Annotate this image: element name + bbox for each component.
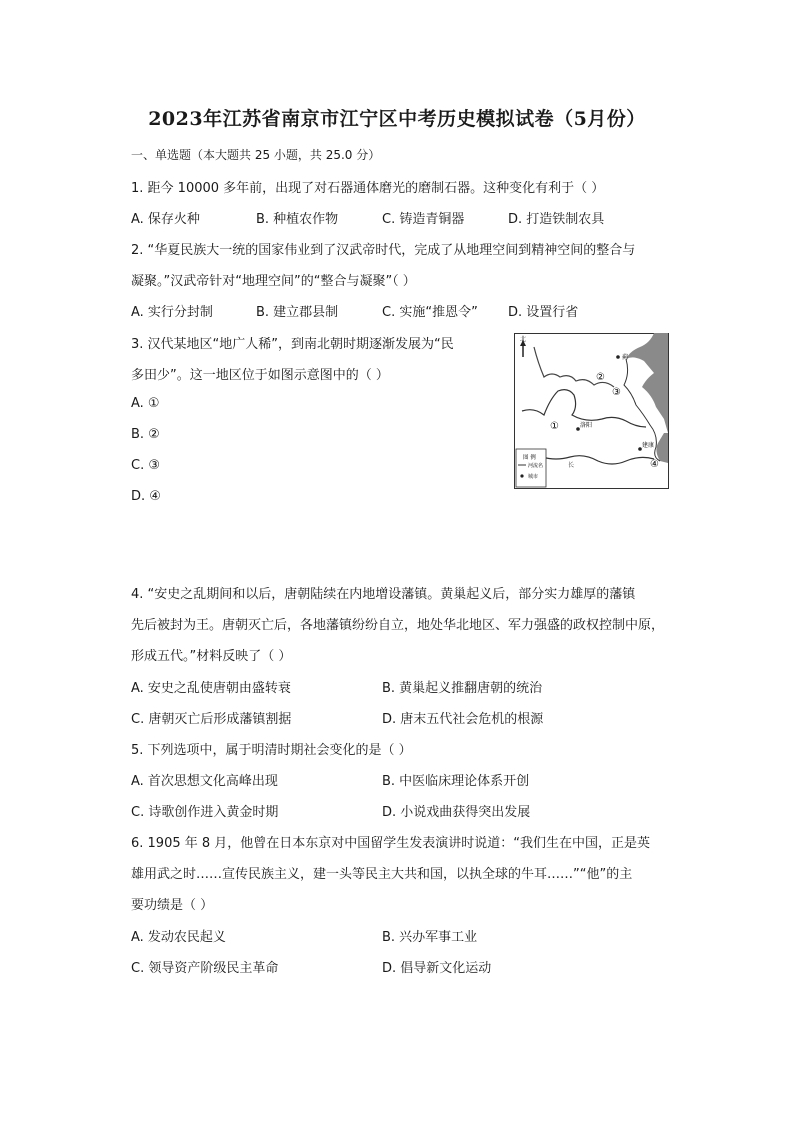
river-label: 长: [568, 462, 575, 469]
question-1-option-a: A. 保存火种: [131, 212, 200, 227]
question-5-option-d: D. 小说戏曲获得突出发展: [382, 805, 531, 820]
question-4-stem-line-3: 形成五代。”材料反映了（ ）: [131, 649, 292, 664]
city-luoyang-label: 洛阳: [580, 422, 593, 429]
question-5-option-a: A. 首次思想文化高峰出现: [131, 774, 278, 789]
legend-city-dot: [520, 474, 523, 477]
question-1-option-b: B. 种植农作物: [256, 212, 339, 227]
question-3-option-c: C. ③: [131, 458, 160, 473]
city-ji-dot: [616, 355, 620, 359]
region-marker-4: ④: [650, 459, 659, 470]
exam-title: 2023年江苏省南京市江宁区中考历史模拟试卷（5月份）: [148, 108, 646, 130]
question-5-option-c: C. 诗歌创作进入黄金时期: [131, 805, 279, 820]
question-2-stem-line-1: 2. “华夏民族大一统的国家伟业到了汉武帝时代，完成了从地理空间到精神空间的整合与: [131, 243, 636, 258]
question-6-stem-line-1: 6. 1905 年 8 月，他曾在日本东京对中国留学生发表演讲时说道：“我们生在中国，正是英: [131, 836, 651, 851]
question-4-stem-line-1: 4. “安史之乱期间和以后，唐朝陆续在内地增设藩镇。黄巢起义后，部分实力雄厚的藩镇: [131, 587, 636, 602]
question-1-stem: 1. 距今 10000 多年前，出现了对石器通体磨光的磨制石器。这种变化有利于（ ）: [131, 181, 605, 196]
question-3-stem-line-1: 3. 汉代某地区“地广人稀”，到南北朝时期逐渐发展为“民: [131, 337, 454, 352]
region-marker-2: ②: [596, 372, 605, 383]
question-1-option-c: C. 铸造青铜器: [382, 212, 465, 227]
question-5-option-b: B. 中医临床理论体系开创: [382, 774, 530, 789]
region-marker-1: ①: [550, 421, 559, 432]
question-6-option-b: B. 兴办军事工业: [382, 930, 478, 945]
question-2-option-b: B. 建立郡县制: [256, 305, 339, 320]
question-2-option-d: D. 设置行省: [508, 305, 579, 320]
city-jiankang-label: 建康: [642, 442, 655, 449]
question-4-option-b: B. 黄巢起义推翻唐朝的统治: [382, 681, 543, 696]
question-3-option-b: B. ②: [131, 427, 160, 442]
question-3-stem-line-2: 多田少”。这一地区位于如图示意图中的（ ）: [131, 368, 389, 383]
question-4-stem-line-2: 先后被封为王。唐朝灭亡后，各地藩镇纷纷自立，地处华北地区、军力强盛的政权控制中原，: [131, 618, 665, 633]
question-2-option-a: A. 实行分封制: [131, 305, 213, 320]
legend-city-label: 城市: [528, 474, 539, 480]
north-label: 北: [520, 336, 527, 343]
region-marker-3: ③: [612, 387, 621, 398]
section-heading: 一、单选题（本大题共 25 小题，共 25.0 分）: [131, 148, 381, 162]
question-4-option-a: A. 安史之乱使唐朝由盛转衰: [131, 681, 291, 696]
question-1-option-d: D. 打造铁制农具: [508, 212, 605, 227]
question-6-stem-line-3: 要功绩是（ ）: [131, 898, 214, 913]
question-4-option-d: D. 唐末五代社会危机的根源: [382, 712, 544, 727]
question-6-stem-line-2: 雄用武之时……宣传民族主义，建一头等民主大共和国，以执全球的牛耳……”“他”的主: [131, 867, 633, 882]
legend-title: 图 例: [523, 455, 536, 461]
question-2-stem-line-2: 凝聚。”汉武帝针对“地理空间”的“整合与凝聚”（ ）: [131, 274, 416, 289]
question-4-option-c: C. 唐朝灭亡后形成藩镇割据: [131, 712, 292, 727]
han-dynasty-map: [514, 333, 669, 489]
question-6-option-c: C. 领导资产阶级民主革命: [131, 961, 279, 976]
legend-river-label: 河流名: [528, 463, 544, 469]
city-ji-label: 蓟: [622, 354, 629, 361]
question-3-option-a: A. ①: [131, 396, 160, 411]
question-6-option-d: D. 倡导新文化运动: [382, 961, 492, 976]
question-3-option-d: D. ④: [131, 489, 161, 504]
question-5-stem: 5. 下列选项中，属于明清时期社会变化的是（ ）: [131, 743, 412, 758]
question-2-option-c: C. 实施“推恩令”: [382, 305, 478, 320]
question-6-option-a: A. 发动农民起义: [131, 930, 226, 945]
